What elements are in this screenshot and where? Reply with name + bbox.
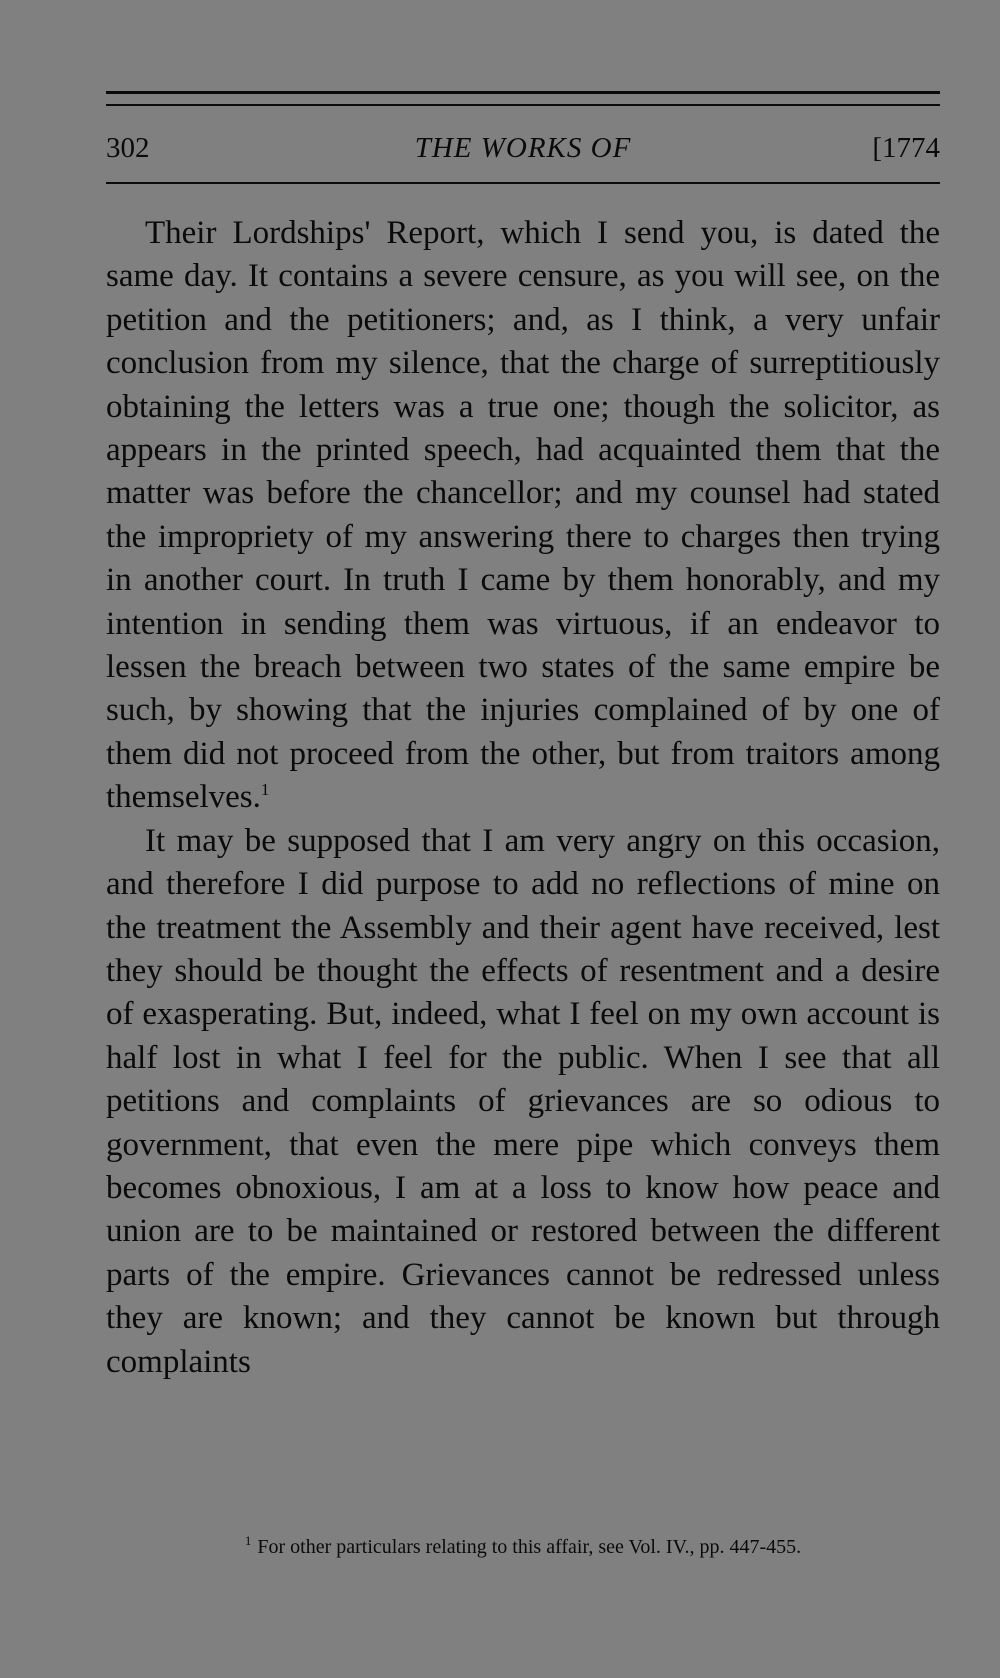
header-rule-bottom — [106, 182, 940, 184]
page-number: 302 — [106, 132, 150, 164]
running-year: [1774 — [872, 132, 940, 164]
header-rule-second — [106, 104, 940, 106]
footnote-text: For other particulars relating to this affair, see Vol. IV., pp. 447-455. — [257, 1536, 802, 1558]
running-header — [106, 128, 940, 168]
paragraph-text: Their Lordships' Report, which I send you, is dated the same day. It contains a severe censure, as you will see, on the petition and the petitioners; and, as I think, a very unfair conclusion from my silence, that the charge of surreptitiously obtaining the letters was a true one; though the solicitor, as appears in the printed speech, had acquainted them that the matter was before the chancellor; and my counsel had stated the impropriety of my answering there to charges then trying in another court. In truth I came by them honorably, and my intention in sending them was virtuous, if an endeavor to lessen the breach between two states of the same empire be such, by showing that the injuries complained of by one of them did not proceed from the other, but from traitors among themselves. — [106, 215, 940, 816]
paragraph-text: It may be supposed that I am very angry on this occasion, and therefore I did purpose to add no reflections of mine on the treatment the Assembly and their agent have received, lest they should be thought the effects of resentment and a desire of exasperating. But, indeed, what I feel on my own account is half lost in what I feel for the public. When I see that all petitions and complaints of grievances are so odious to government, that even the mere pipe which conveys them becomes obnoxious, I am at a loss to know how peace and union are to be maintained or restored between the different parts of the empire. Grievances cannot be redressed unless they are known; and they cannot be known but through complaints — [106, 822, 940, 1380]
paragraph — [106, 212, 940, 820]
header-rule-top — [106, 91, 940, 94]
body-text — [106, 212, 940, 1384]
footnote — [106, 1533, 940, 1561]
footnote-number: 1 — [244, 1533, 252, 1549]
paragraph — [106, 820, 940, 1384]
running-title: THE WORKS OF — [414, 132, 632, 164]
footnote-marker: 1 — [260, 780, 270, 800]
